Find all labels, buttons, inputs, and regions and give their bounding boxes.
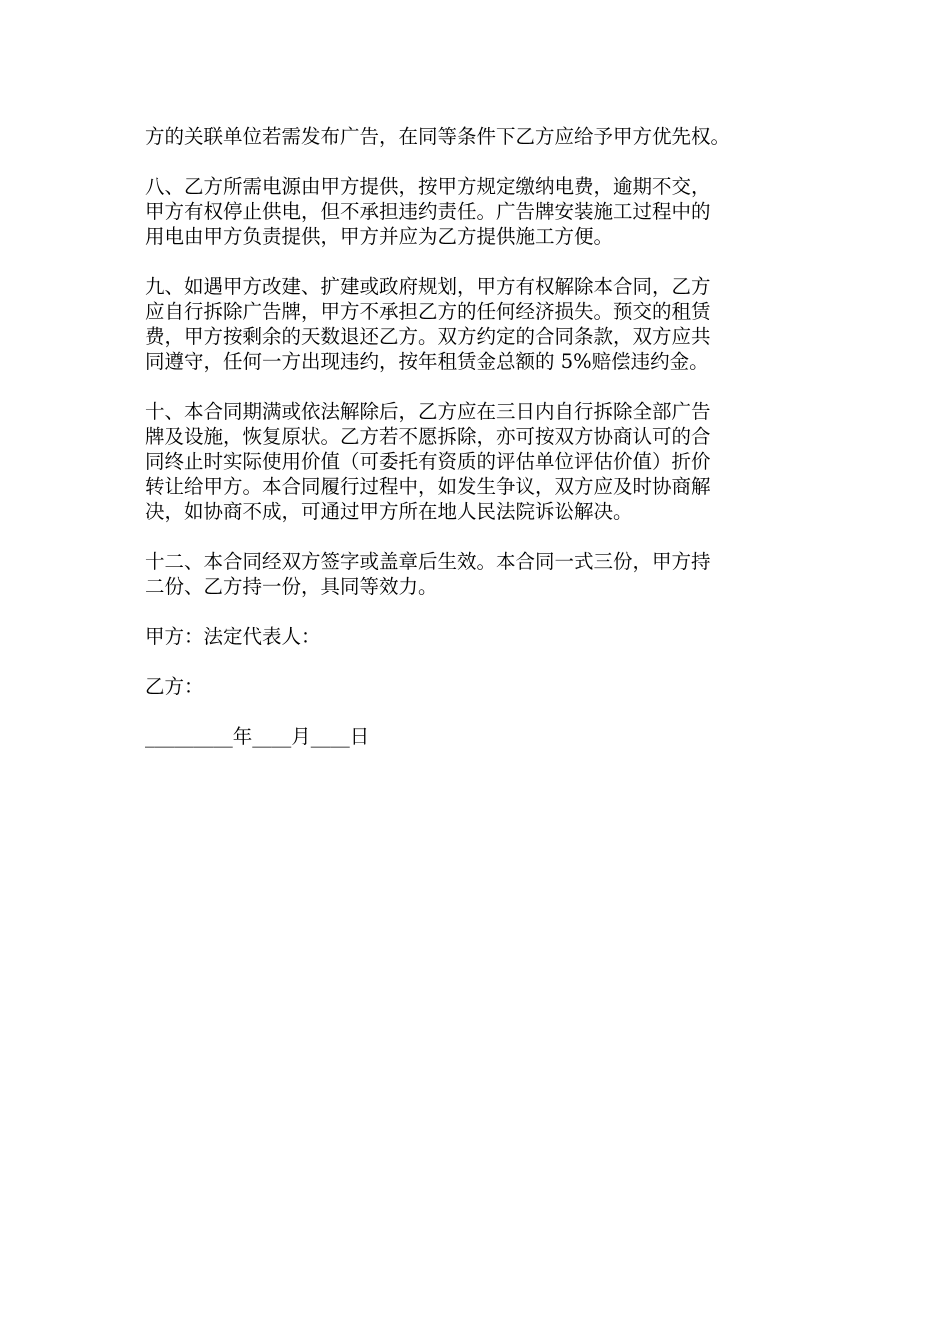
signature-date-line: _________年____月____日 xyxy=(145,725,370,748)
text-line: 应自行拆除广告牌，甲方不承担乙方的任何经济损失。预交的租赁 xyxy=(145,300,711,323)
text-line: 九、如遇甲方改建、扩建或政府规划，甲方有权解除本合同，乙方 xyxy=(145,275,711,298)
text-line: 八、乙方所需电源由甲方提供，按甲方规定缴纳电费，逾期不交， xyxy=(145,175,711,198)
text-line: 决，如协商不成，可通过甲方所在地人民法院诉讼解决。 xyxy=(145,500,633,523)
contract-body xyxy=(145,124,810,774)
signature-party-a: 甲方：法定代表人： xyxy=(145,625,321,648)
paragraph-previous-clause-tail xyxy=(145,124,810,149)
text-line: 牌及设施，恢复原状。乙方若不愿拆除，亦可按双方协商认可的合 xyxy=(145,425,711,448)
signature-party-b: 乙方： xyxy=(145,675,204,698)
paragraph-clause-nine xyxy=(145,274,810,374)
text-line: 同遵守，任何一方出现违约，按年租赁金总额的 5%赔偿违约金。 xyxy=(145,350,709,373)
text-line: 十、本合同期满或依法解除后，乙方应在三日内自行拆除全部广告 xyxy=(145,400,711,423)
paragraph-clause-ten xyxy=(145,399,810,524)
text-line: 甲方有权停止供电，但不承担违约责任。广告牌安装施工过程中的 xyxy=(145,200,711,223)
text-line: 转让给甲方。本合同履行过程中，如发生争议，双方应及时协商解 xyxy=(145,475,711,498)
text-line: 费，甲方按剩余的天数退还乙方。双方约定的合同条款，双方应共 xyxy=(145,325,711,348)
text-line: 二份、乙方持一份，具同等效力。 xyxy=(145,575,438,598)
text-line: 同终止时实际使用价值（可委托有资质的评估单位评估价值）折价 xyxy=(145,450,711,473)
text-line: 十二、本合同经双方签字或盖章后生效。本合同一式三份，甲方持 xyxy=(145,550,711,573)
text-line: 用电由甲方负责提供，甲方并应为乙方提供施工方便。 xyxy=(145,225,614,248)
paragraph-clause-eight xyxy=(145,174,810,249)
text-line: 方的关联单位若需发布广告，在同等条件下乙方应给予甲方优先权。 xyxy=(145,125,731,148)
paragraph-clause-twelve xyxy=(145,549,810,599)
